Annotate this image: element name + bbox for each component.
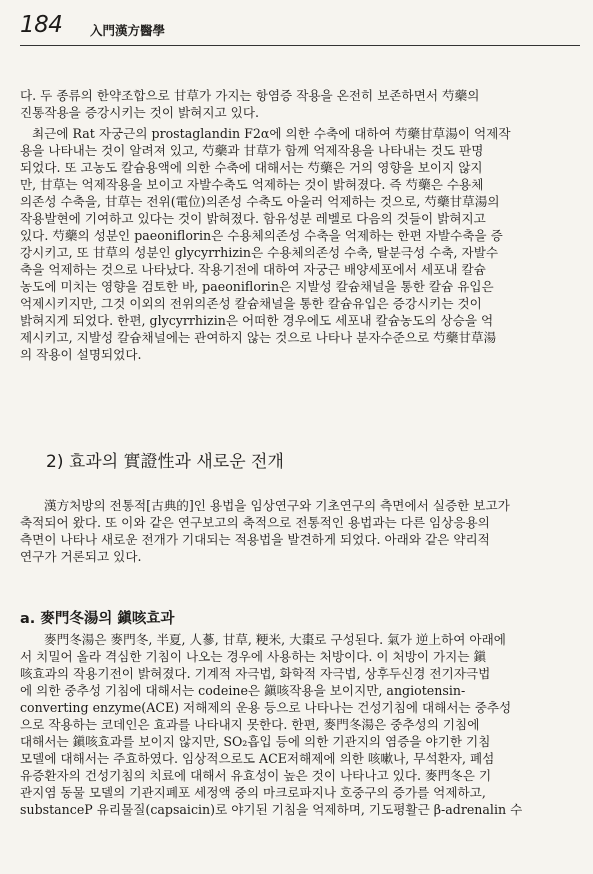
text-line: 억제시키지만, 그것 이외의 전위의존성 칼슘채널을 통한 칼슘유입은 증강시키는 것이 xyxy=(20,296,482,311)
text-line: 麥門冬湯은 麥門冬, 半夏, 人蔘, 甘草, 粳米, 大棗로 구성된다. 氣가 逆上하여 아래에 xyxy=(44,632,506,647)
text-line: 서 치밀어 올라 격심한 기침이 나오는 경우에 사용하는 처방이다. 이 처방이 가지는 鎭 xyxy=(20,649,487,664)
page-number: 184 xyxy=(20,12,63,38)
text-line: 모델에 대해서는 주효하였다. 임상적으로도 ACE저해제에 의한 咳嗽나, 무석환자, 폐섬 xyxy=(20,751,495,766)
subsection-heading: a. 麥門冬湯의 鎭咳효과 xyxy=(20,611,175,627)
text-line: 의존성 수축을, 甘草는 전위(電位)의존성 수축도 아울러 억제하는 것으로, 芍藥甘草湯의 xyxy=(20,194,500,209)
text-line: 연구가 거론되고 있다. xyxy=(20,549,142,564)
text-line: 다. 두 종류의 한약조합으로 甘草가 가지는 항염증 작용을 온전히 보존하면서 芍藥의 xyxy=(20,88,480,103)
text-line: converting enzyme(ACE) 저해제의 운용 등으로 나타나는 건성기침에 대해서는 중추성 xyxy=(20,700,512,715)
text-line: 으로 작용하는 코데인은 효과를 나타내지 못한다. 한편, 麥門冬湯은 중추성의 기침에 xyxy=(20,717,480,732)
text-line: 만, 甘草는 억제작용을 보이고 자발수축도 억제하는 것이 밝혀졌다. 즉 芍藥은 수용체 xyxy=(20,177,484,192)
text-line: 되었다. 또 고농도 칼슘용액에 의한 수축에 대해서는 芍藥은 거의 영향을 보이지 않지 xyxy=(20,160,483,175)
text-line: 에 의한 중추성 기침에 대해서는 codeine은 鎭咳작용을 보이지만, angiotensin- xyxy=(20,683,466,698)
paragraph-1 xyxy=(20,87,586,121)
text-line: 축적되어 왔다. 또 이와 같은 연구보고의 축적으로 전통적인 용법과는 다른 임상응용의 xyxy=(20,515,490,530)
text-line: 축을 억제하는 것으로 나타났다. 작용기전에 대하여 자궁근 배양세포에서 세포내 칼슘 xyxy=(20,262,486,277)
running-title: 入門漢方醫學 xyxy=(90,23,166,38)
text-line: 진통작용을 증강시키는 것이 밝혀지고 있다. xyxy=(20,105,259,120)
text-line: substanceP 유리물질(capsaicin)로 야기된 기침을 억제하며, 기도평활근 β-adrenalin 수 xyxy=(20,802,523,817)
text-line: 咳효과의 작용기전이 밝혀졌다. 기계적 자극법, 화학적 자극법, 상후두신경 전기자극법 xyxy=(20,666,491,681)
text-line: 대해서는 鎭咳효과를 보이지 않지만, SO₂흡입 등에 의한 기관지의 염증을 야기한 기침 xyxy=(20,734,491,749)
text-line: 유증환자의 건성기침의 치료에 대해서 유효성이 높은 것이 나타나고 있다. 麥門冬은 기 xyxy=(20,768,492,783)
text-line: 최근에 Rat 자궁근의 prostaglandin F2α에 의한 수축에 대하여 芍藥甘草湯이 억제작 xyxy=(32,126,511,141)
text-line: 작용발현에 기여하고 있다는 것이 밝혀졌다. 함유성분 레벨로 다음의 것들이 밝혀지고 xyxy=(20,211,486,226)
text-line: 강시키고, 또 甘草의 성분인 glycyrrhizin은 수용체의존성 수축, 탈분극성 수축, 자발수 xyxy=(20,245,499,260)
text-line: 농도에 미치는 영향을 검토한 바, paeoniflorin은 지발성 칼슘채널을 통한 칼슘 유입은 xyxy=(20,279,494,294)
paragraph-2 xyxy=(20,125,586,363)
text-line: 측면이 나타나 새로운 전개가 기대되는 적용법을 발견하게 되었다. 아래와 같은 약리적 xyxy=(20,532,490,547)
text-line: 의 작용이 설명되었다. xyxy=(20,347,142,362)
header-rule xyxy=(20,45,580,46)
text-line: 있다. 芍藥의 성분인 paeoniflorin은 수용체의존성 수축을 억제하는 한편 자발수축을 증 xyxy=(20,228,503,243)
paragraph-4 xyxy=(20,631,586,818)
paragraph-3 xyxy=(20,497,586,565)
text-line: 밝혀지게 되었다. 한편, glycyrrhizin은 어떠한 경우에도 세포내 칼슘농도의 상승을 억 xyxy=(20,313,494,328)
text-line: 관지염 동물 모델의 기관지폐포 세정액 중의 마크로파지나 호중구의 증가를 억제하고, xyxy=(20,785,486,800)
text-line: 漢方처방의 전통적[古典的]인 용법을 임상연구와 기초연구의 측면에서 실증한 보고가 xyxy=(44,498,510,513)
text-line: 용을 나타내는 것이 알려져 있고, 芍藥과 甘草가 함께 억제작용을 나타내는 것도 판명 xyxy=(20,143,484,158)
section-heading: 2) 효과의 實證性과 새로운 전개 xyxy=(46,452,284,472)
page-header xyxy=(20,12,580,52)
text-line: 제시키고, 지발성 칼슘채널에는 관여하지 않는 것으로 나타나 분자수준으로 芍藥甘草湯 xyxy=(20,330,497,345)
